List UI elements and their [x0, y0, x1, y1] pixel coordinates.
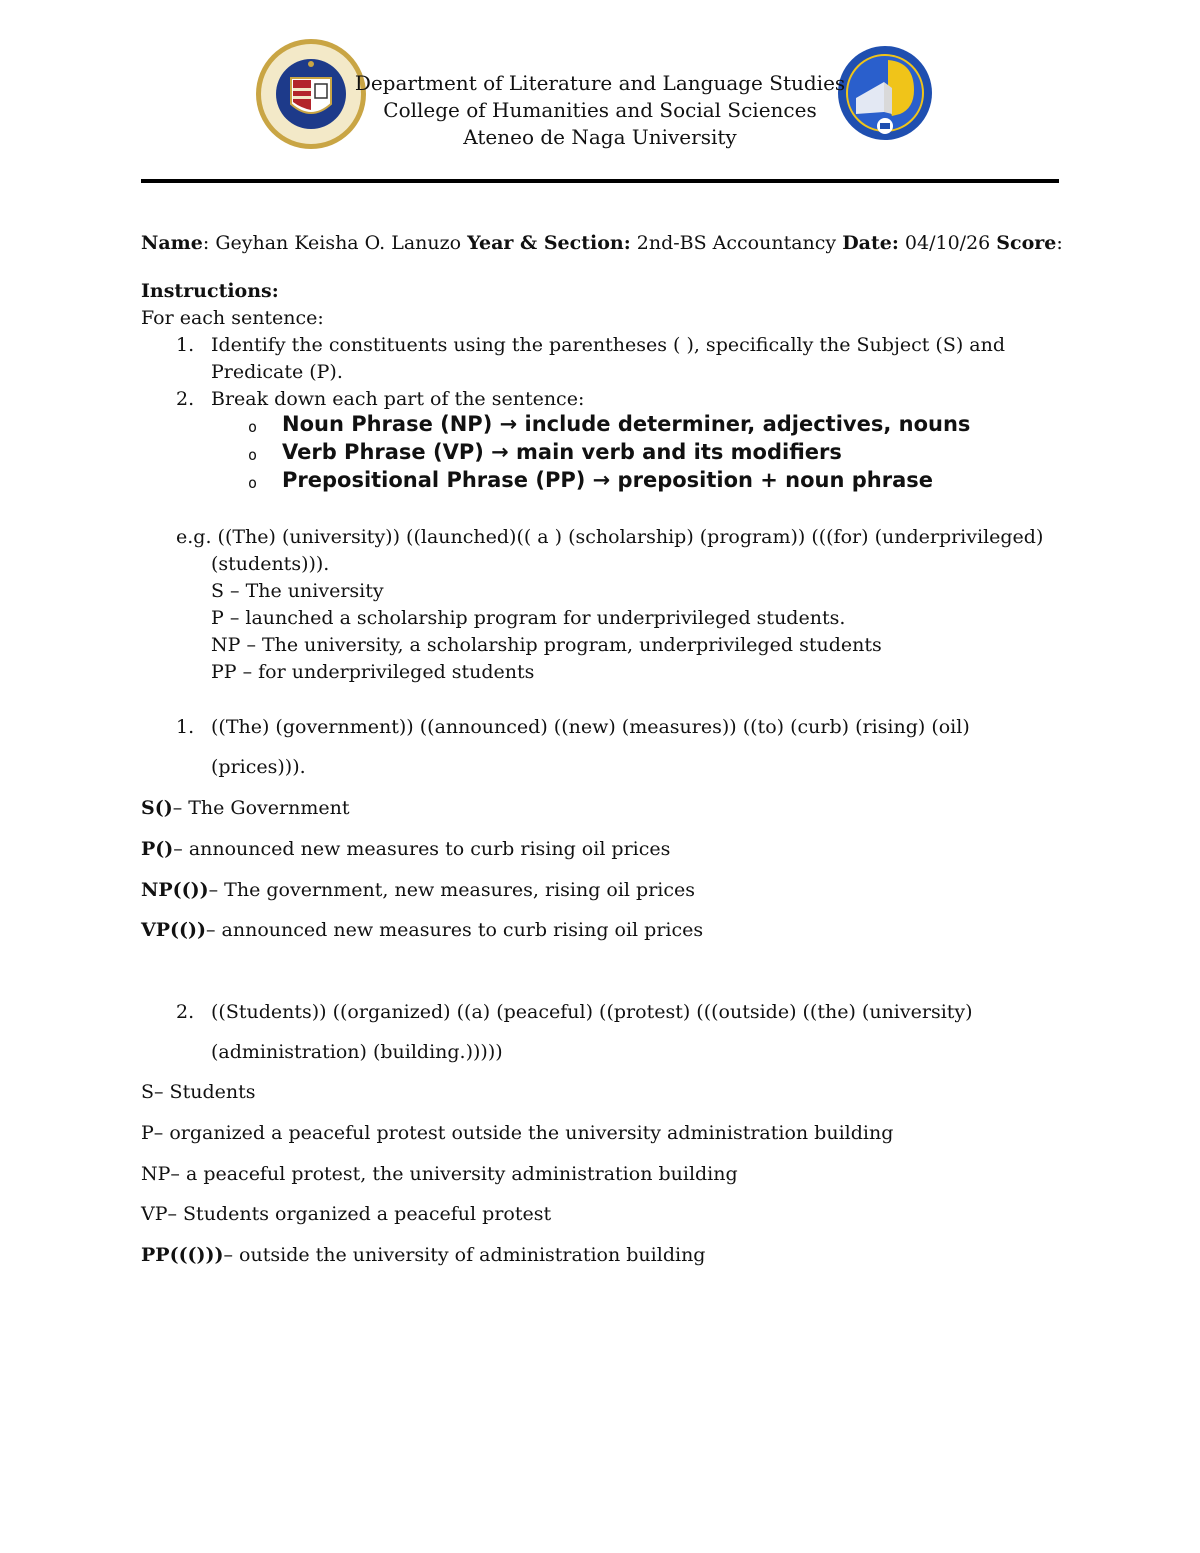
q2-prepositional-phrase: [141, 1242, 705, 1268]
student-info-line: [141, 230, 1063, 256]
bullet-icon: o: [248, 418, 258, 436]
example-predicate: P – launched a scholarship program for underprivileged students.: [211, 607, 846, 629]
q1-number: 1.: [176, 716, 195, 738]
instruction-2-number: 2.: [176, 388, 195, 410]
q1-predicate-text: – announced new measures to curb rising oil prices: [173, 838, 671, 860]
instruction-2-text: Break down each part of the sentence:: [211, 388, 585, 410]
q2-sentence-cont: (administration) (building.))))): [211, 1041, 503, 1063]
q1-subject-label: S(): [141, 797, 173, 819]
q1-np-text: – The government, new measures, rising oil prices: [208, 879, 695, 901]
q1-subject-text: – The Government: [172, 797, 350, 819]
example-prepositional-phrase: PP – for underprivileged students: [211, 661, 535, 683]
q1-sentence-cont: (prices))).: [211, 756, 306, 778]
instruction-1-text-cont: Predicate (P).: [211, 361, 343, 383]
letterhead: [300, 70, 900, 151]
score-label: Score: [996, 232, 1057, 254]
date-label: Date:: [842, 232, 899, 254]
q1-vp-text: – announced new measures to curb rising oil prices: [206, 919, 704, 941]
q1-sentence: ((The) (government)) ((announced) ((new) (measures)) ((to) (curb) (rising) (oil): [211, 716, 970, 738]
q1-predicate-label: P(): [141, 838, 174, 860]
example-subject: S – The university: [211, 580, 384, 602]
university-name: Ateneo de Naga University: [463, 125, 737, 149]
header-divider: [141, 179, 1059, 183]
bullet-noun-phrase: Noun Phrase (NP) → include determiner, adjectives, nouns: [282, 412, 971, 436]
q2-noun-phrase: NP– a peaceful protest, the university administration building: [141, 1163, 738, 1185]
bullet-prepositional-phrase: Prepositional Phrase (PP) → preposition + noun phrase: [282, 468, 934, 492]
q1-np-label: NP(()): [141, 879, 209, 901]
q2-sentence: ((Students)) ((organized) ((a) (peaceful) ((protest) (((outside) ((the) (university): [211, 1001, 973, 1023]
q2-pp-label: PP((())): [141, 1244, 224, 1266]
q2-number: 2.: [176, 1001, 195, 1023]
date-value: 04/10/26: [898, 232, 997, 254]
name-label: Name: [141, 232, 203, 254]
department-name: Department of Literature and Language Studies: [354, 71, 846, 95]
bullet-icon: o: [248, 474, 258, 492]
instruction-1-number: 1.: [176, 334, 195, 356]
instructions-intro: For each sentence:: [141, 307, 324, 329]
instructions-title: Instructions:: [141, 280, 279, 302]
example-sentence-cont: (students))).: [211, 553, 330, 575]
q1-verb-phrase: [141, 917, 703, 943]
year-section-value: 2nd-BS Accountancy: [630, 232, 843, 254]
year-section-label: Year & Section:: [467, 232, 631, 254]
example-noun-phrases: NP – The university, a scholarship program, underprivileged students: [211, 634, 882, 656]
q2-pp-text: – outside the university of administration building: [223, 1244, 706, 1266]
q1-vp-label: VP(()): [141, 919, 206, 941]
score-value: :: [1056, 232, 1063, 254]
q2-subject: S– Students: [141, 1081, 256, 1103]
q1-predicate: [141, 836, 670, 862]
bullet-verb-phrase: Verb Phrase (VP) → main verb and its modifiers: [282, 440, 842, 464]
name-value: : Geyhan Keisha O. Lanuzo: [202, 232, 468, 254]
q2-predicate: P– organized a peaceful protest outside the university administration building: [141, 1122, 894, 1144]
example-sentence: e.g. ((The) (university)) ((launched)(( a ) (scholarship) (program)) (((for) (underprivileged): [176, 526, 1044, 548]
college-name: College of Humanities and Social Sciences: [383, 98, 817, 122]
bullet-icon: o: [248, 446, 258, 464]
q1-subject: [141, 795, 349, 821]
q1-noun-phrase: [141, 877, 695, 903]
q2-verb-phrase: VP– Students organized a peaceful protest: [141, 1203, 552, 1225]
instruction-1-text: Identify the constituents using the parentheses ( ), specifically the Subject (S) and: [211, 334, 1006, 356]
